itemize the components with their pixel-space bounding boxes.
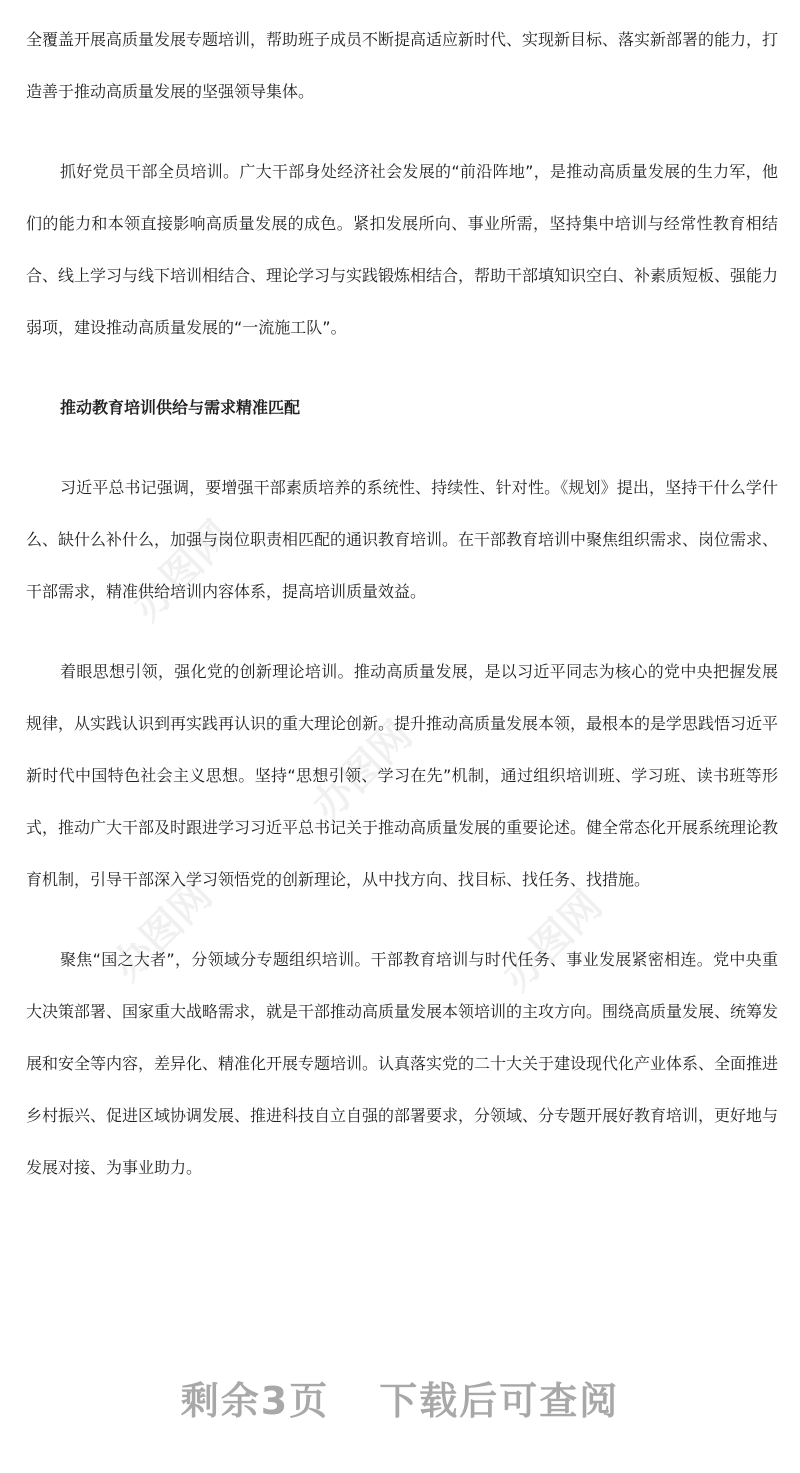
paragraph-staff-training: 抓好党员干部全员培训。广大干部身处经济社会发展的“前沿阵地”，是推动高质量发展的生力军，他们的能力和本领直接影响高质量发展的成色。紧扣发展所向、事业所需，坚持集中培训与经常性教育相结合、线上学习与线下培训相结合、理论学习与实践锻炼相结合，帮助干部填知识空白、补素质短板、强能力弱项，建设推动高质量发展的“一流施工队”。	[26, 162, 779, 337]
document-body	[26, 14, 778, 1194]
watermark: 办图网	[303, 712, 422, 830]
paragraph-precision-matching: 习近平总书记强调，要增强干部素质培养的系统性、持续性、针对性。《规划》提出，坚持干什么学什么、缺什么补什么，加强与岗位职责相匹配的通识教育培训。在干部教育培训中聚焦组织需求、岗位需求、干部需求，精准供给培训内容体系，提高培训质量效益。	[26, 478, 779, 601]
download-prompt[interactable]	[0, 1370, 800, 1425]
paragraph-continued: 全覆盖开展高质量发展专题培训，帮助班子成员不断提高适应新时代、实现新目标、落实新部署的能力，打造善于推动高质量发展的坚强领导集体。	[26, 30, 779, 101]
watermark: 办图网	[493, 882, 612, 1000]
paragraph-theory-training: 着眼思想引领，强化党的创新理论培训。推动高质量发展，是以习近平同志为核心的党中央把握发展规律，从实践认识到再实践再认识的重大理论创新。提升推动高质量发展本领，最根本的是学思践悟习近平新时代中国特色社会主义思想。坚持“思想引领、学习在先”机制，通过组织培训班、学习班、读书班等形式，推动广大干部及时跟进学习习近平总书记关于推动高质量发展的重要论述。健全常态化开展系统理论教育机制，引导干部深入学习领悟党的创新理论，从中找方向、找目标、找任务、找措施。	[26, 662, 779, 889]
watermark: 办图网	[103, 872, 222, 990]
watermark: 办图网	[123, 512, 242, 630]
paragraph-thematic-training: 聚焦“国之大者”，分领域分专题组织培训。干部教育培训与时代任务、事业发展紧密相连。党中央重大决策部署、国家重大战略需求，就是干部推动高质量发展本领培训的主攻方向。围绕高质量发展、统筹发展和安全等内容，差异化、精准化开展专题培训。认真落实党的二十大关于建设现代化产业体系、全面推进乡村振兴、促进区域协调发展、推进科技自立自强的部署要求，分领域、分专题开展好教育培训，更好地与发展对接、为事业助力。	[26, 950, 779, 1177]
remaining-pages-label: 剩余3页	[180, 1379, 330, 1423]
download-hint-label: 下载后可查阅	[379, 1379, 620, 1423]
section-heading: 推动教育培训供给与需求精准匹配	[60, 398, 301, 417]
